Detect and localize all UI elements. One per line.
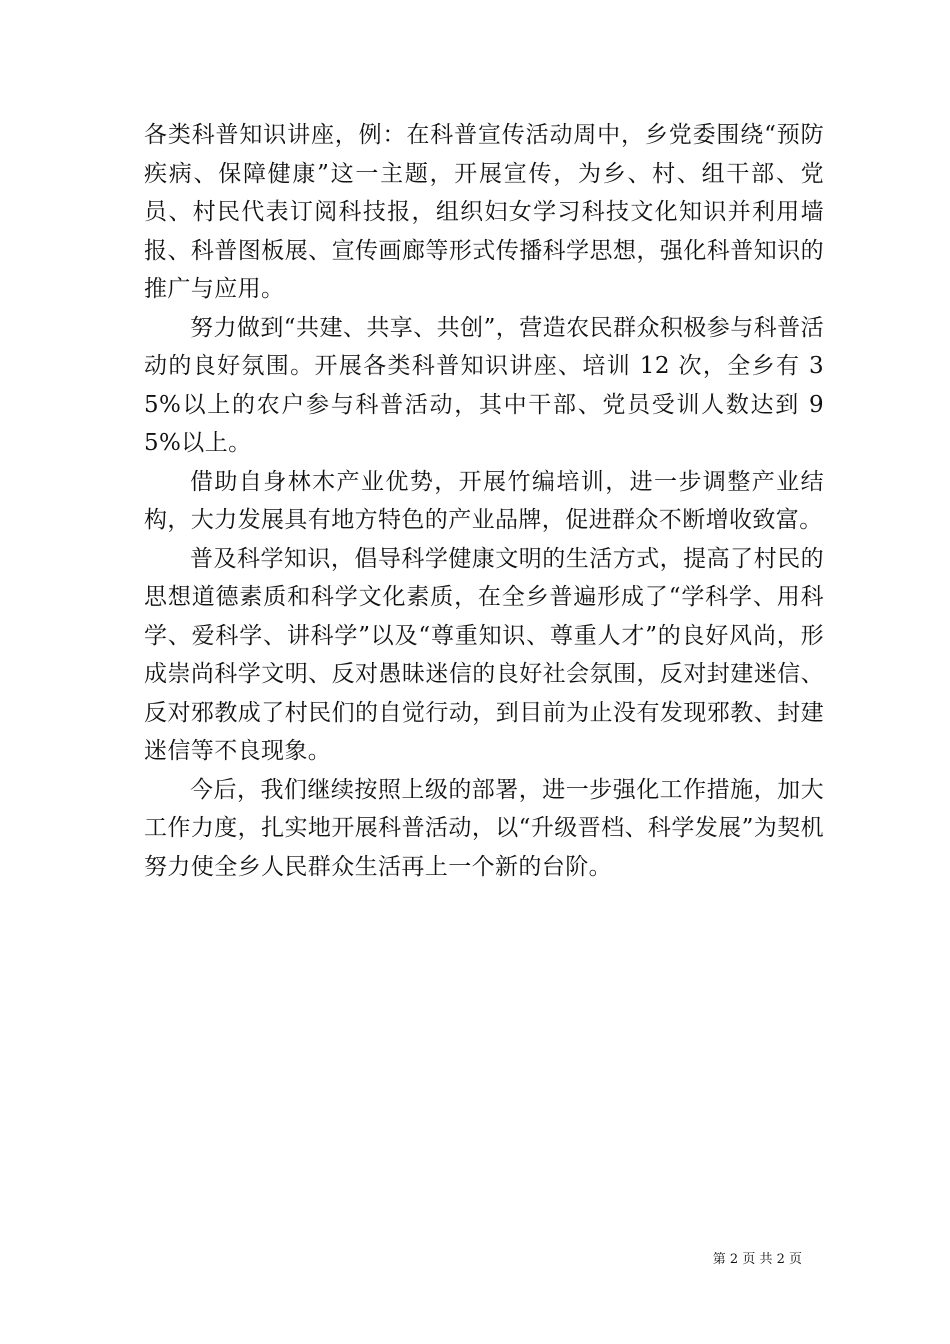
paragraph-1: 各类科普知识讲座，例：在科普宣传活动周中，乡党委围绕“预防疾病、保障健康”这一主题，开展宣传，为乡、村、组干部、党员、村民代表订阅科技报，组织妇女学习科技文化知识并利用墙报、科普图板展、宣传画廊等形式传播科学思想，强化科普知识的推广与应用。 <box>144 122 824 302</box>
paragraph-3: 借助自身林木产业优势，开展竹编培训，进一步调整产业结构，大力发展具有地方特色的产业品牌，促进群众不断增收致富。 <box>144 468 824 533</box>
paragraph-5: 今后，我们继续按照上级的部署，进一步强化工作措施，加大工作力度，扎实地开展科普活动，以“升级晋档、科学发展”为契机努力使全乡人民群众生活再上一个新的台阶。 <box>144 776 824 880</box>
paragraph-4: 普及科学知识，倡导科学健康文明的生活方式，提高了村民的思想道德素质和科学文化素质，在全乡普遍形成了“学科学、用科学、爱科学、讲科学”以及“尊重知识、尊重人才”的良好风尚，形成崇尚科学文明、反对愚昧迷信的良好社会氛围，反对封建迷信、反对邪教成了村民们的自觉行动，到目前为止没有发现邪教、封建迷信等不良现象。 <box>144 545 824 764</box>
document-body <box>144 116 824 886</box>
paragraph-2: 努力做到“共建、共享、共创”，营造农民群众积极参与科普活动的良好氛围。开展各类科普知识讲座、培训 12 次，全乡有 35%以上的农户参与科普活动，其中干部、党员受训人数达到 95%以上。 <box>144 314 824 456</box>
page-number-footer: 第 2 页 共 2 页 <box>712 1252 802 1267</box>
